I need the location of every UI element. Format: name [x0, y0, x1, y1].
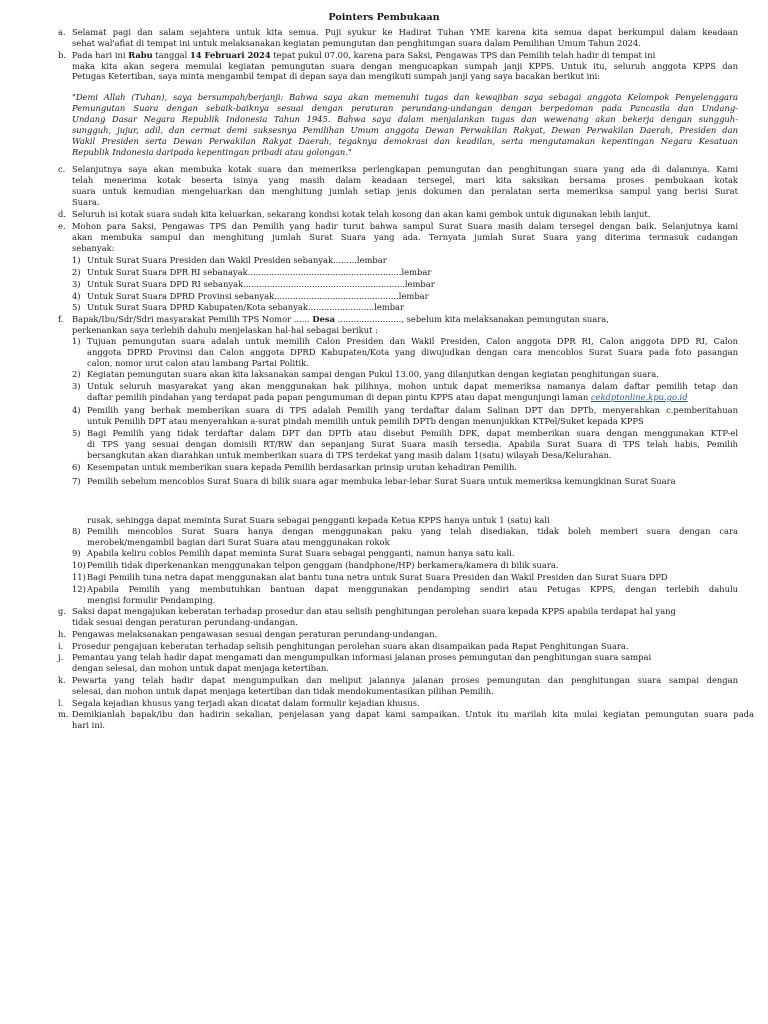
explain-item-12-line-2: mengisi formulir Pendamping.: [87, 595, 216, 605]
paragraph-k-line-2: selesai, dan mohon untuk dapat menjaga ketertiban dan tidak mendokumentasikan pilihan Pemilih.: [72, 686, 494, 696]
paragraph-f-line-1: Bapak/Ibu/Sdr/Sdri masyarakat Pemilih TPS Nomor ...... Desa ........................, sebelum kita melaksanakan pemungutan suara,: [72, 314, 609, 324]
explain-item-num: 3): [72, 381, 81, 391]
explain-item-5-line-2: di TPS yang sesuai dengan domisili RT/RW dan sepanjang Surat Suara masih tersedia. Apabila Surat Suara di TPS telah habis, Pemilih: [87, 439, 738, 449]
explain-item-4-line-2: untuk Pemilih DPT atau menyerahkan a-surat pindah memilih untuk pemilih DPTb dengan menunjukkan KTPel/Suket kepada KPPS: [87, 416, 644, 426]
explain-item-11-line-1: Bagi Pemilih tuna netra dapat menggunakan alat bantu tuna netra untuk Surat Suara Presiden dan Wakil Presiden dan Surat Suara DPD: [87, 572, 668, 582]
item-label-k: k.: [58, 675, 66, 685]
oath-line-1: "Demi Allah (Tuhan), saya bersumpah/berjanji: Bahwa saya akan memenuhi tugas dan kewajiban saya sebagai anggota Kelompok Penyelenggara: [72, 92, 738, 102]
item-label-m: m.: [58, 709, 69, 719]
paragraph-f-line-2: perkenankan saya terlebih dahulu menjelaskan hal-hal sebagai berikut :: [72, 325, 378, 335]
date-text: 14 Februari 2024: [189, 50, 271, 60]
ballot-count-dpd: Untuk Surat Suara DPD RI sebanyak.............................................................lembar: [87, 279, 435, 289]
ballot-count-dprd-kabkota: Untuk Surat Suara DPRD Kabupaten/Kota sebanyak.........................lembar: [87, 302, 405, 312]
paragraph-l-line-1: Segala kejadian khusus yang terjadi akan dicatat dalam formulir kejadian khusus.: [72, 698, 420, 708]
paragraph-e-line-1: Mohon para Saksi, Pengawas TPS dan Pemilih yang hadir turut bahwa sampul Surat Suara masih dalam tersegel dengan baik. Selanjutnya kami: [72, 221, 738, 231]
explain-item-10-line-1: Pemilih tidak diperkenankan menggunakan telpon genggam (handphone/HP) berkamera/kamera di bilik suara.: [87, 560, 559, 570]
ballot-count-num: 5): [72, 302, 81, 312]
item-label-c: c.: [58, 164, 66, 174]
item-label-g: g.: [58, 606, 66, 616]
paragraph-a-line-1: Selamat pagi dan salam sejahtera untuk kita semua. Puji syukur ke Hadirat Tuhan YME karena kita semua dapat berkumpul dalam keadaan: [72, 27, 738, 37]
explain-item-num: 7): [72, 476, 81, 486]
item-label-d: d.: [58, 209, 66, 219]
oath-line-3: Undang Dasar Negara Republik Indonesia Tahun 1945. Bahwa saya dalam menjalankan tugas dan wewenang akan bekerja dengan sungguh-: [72, 114, 738, 124]
explain-item-6-line-1: Kesempatan untuk memberikan suara kepada Pemilih berdasarkan prinsip urutan kehadiran Pemilih.: [87, 462, 518, 472]
oath-line-6: Republik Indonesia daripada kepentingan pribadi atau golongan.": [72, 147, 352, 157]
explain-item-7-line-1: Pemilih sebelum mencoblos Surat Suara di bilik suara agar membuka lebar-lebar Surat Suara untuk memeriksa kemungkinan Surat Suara: [87, 476, 676, 486]
paragraph-d-line-1: Seluruh isi kotak suara sudah kita keluarkan, sekarang kondisi kotak telah kosong dan akan kami gembok untuk digunakan lebih lanjut.: [72, 209, 651, 219]
item-label-e: e.: [58, 221, 66, 231]
item-label-l: l.: [58, 698, 64, 708]
item-label-f: f.: [58, 314, 64, 324]
explain-item-8-line-2: merobek/mengambil bagian dari Surat Suara atau menggunakan rokok: [87, 537, 390, 547]
explain-item-1-line-2: anggota DPRD Provinsi dan Calon anggota DPRD Kabupaten/Kota yang diwujudkan dengan cara mencoblos Surat Suara pada foto pasangan: [87, 347, 738, 357]
explain-item-9-line-1: Apabila keliru coblos Pemilih dapat meminta Surat Suara sebagai pengganti, namun hanya satu kali.: [87, 548, 515, 558]
explain-item-num: 4): [72, 405, 81, 415]
explain-item-3-line-1: Untuk seluruh masyarakat yang akan menggunakan hak pilihnya, mohon untuk dapat memeriksa namanya dalam daftar pemilih tetap dan: [87, 381, 738, 391]
explain-item-4-line-1: Pemilih yang berhak memberikan suara di TPS adalah Pemilih yang terdaftar dalam Salinan DPT dan DPTb, menyerahkan c.pemberitahuan: [87, 405, 738, 415]
paragraph-c-line-2: telah menerima kotak beserta isinya yang masih dalam keadaan tersegel, mari kita saksikan bersama proses pembukaan kotak: [72, 175, 738, 185]
item-label-a: a.: [58, 27, 66, 37]
paragraph-c-line-1: Selanjutnya saya akan membuka kotak suara dan memeriksa perlengkapan pemungutan dan penghitungan suara yang ada di dalamnya. Kami: [72, 164, 738, 174]
paragraph-i-line-1: Prosedur pengajuan keberatan terhadap selisih penghitungan perolehan suara akan disampaikan pada Rapat Penghitungan Suara.: [72, 641, 629, 651]
paragraph-e-line-3: sebanyak:: [72, 243, 115, 253]
oath-line-2: Pemungutan Suara dengan sebaik-baiknya sesuai dengan peraturan perundang-undangan dengan berpedoman pada Pancasila dan Undang-: [72, 103, 738, 113]
explain-item-7-line-2: rusak, sehingga dapat meminta Surat Suara sebagai pengganti kepada Ketua KPPS hanya untuk 1 (satu) kali: [87, 515, 550, 525]
explain-item-1-line-1: Tujuan pemungutan suara adalah untuk memilih Calon Presiden dan Wakil Presiden, Calon anggota DPR RI, Calon anggota DPD RI, Calon: [87, 336, 738, 346]
paragraph-j-line-1: Pemantau yang telah hadir dapat mengamati dan mengumpulkan informasi jalanan proses pemungutan dan penghitungan suara sampai: [72, 652, 652, 662]
document-title: Pointers Pembukaan: [328, 12, 440, 23]
explain-item-num: 9): [72, 548, 81, 558]
paragraph-b-line-2: maka kita akan segera memulai kegiatan pemungutan suara dengan mengucapkan sumpah janji KPPS. Untuk itu, seluruh anggota KPPS dan: [72, 61, 738, 71]
paragraph-m-line-2: hari ini.: [72, 720, 106, 730]
paragraph-c-line-4: Suara.: [72, 197, 100, 207]
ballot-count-dpr: Untuk Surat Suara DPR RI sebanayak..........................................................lembar: [87, 267, 432, 277]
explain-item-8-line-1: Pemilih mencoblos Surat Suara hanya dengan menggunakan paku yang telah disediakan, tidak boleh memberi suara dengan cara: [87, 526, 738, 536]
explain-item-12-line-1: Apabila Pemilih yang membutuhkan bantuan dapat menggunakan pendamping sendiri atau Petugas KPPS, dengan terlebih dahulu: [87, 584, 738, 594]
paragraph-m-line-1: Demikianlah bapak/ibu dan hadirin sekalian, penjelasan yang dapat kami sampaikan. Untuk itu marilah kita mulai kegiatan pemungutan suara pada: [72, 709, 754, 719]
paragraph-k-line-1: Pewarta yang telah hadir dapat mengumpulkan dan meliput jalannya jalanan proses pemungutan dan penghitungan suara sampai dengan: [72, 675, 738, 685]
explain-item-3-line-2: daftar pemilih pindahan yang terdapat pada papan pengumuman di depan pintu KPPS atau dapat mengunjungi laman cekdptonline.kpu.go.id: [87, 392, 688, 402]
explain-item-num: 12): [72, 584, 86, 594]
paragraph-j-line-2: dengan selesai, dan mohon untuk dapat menjaga ketertiban.: [72, 663, 329, 673]
oath-line-4: sungguh, jujur, adil, dan cermat demi suksesnya Pemilihan Umum anggota Dewan Perwakilan Rakyat, Dewan Perwakilan Daerah, Presiden dan: [72, 125, 738, 135]
paragraph-h-line-1: Pengawas melaksanakan pengawasan sesuai dengan peraturan perundang-undangan.: [72, 629, 438, 639]
day-text: Rabu: [128, 50, 153, 60]
paragraph-g-line-1: Saksi dapat mengajukan keberatan terhadap prosedur dan atau selisih penghitungan perolehan suara kepada KPPS apabila terdapat hal yang: [72, 606, 676, 616]
ballot-count-num: 1): [72, 255, 81, 265]
desa-text: Desa: [312, 314, 335, 324]
paragraph-a-line-2: sehat wal'afiat di tempat ini untuk melaksanakan kegiatan pemungutan dan penghitungan suara dalam Pemilihan Umum Tahun 2024.: [72, 38, 641, 48]
item-label-i: i.: [58, 641, 64, 651]
item-label-j: j.: [58, 652, 64, 662]
explain-item-1-line-3: calon, nomor urut calon atau lambang Partai Politik.: [87, 358, 309, 368]
paragraph-c-line-3: suara untuk kemudian mengeluarkan dan menghitung jumlah setiap jenis dokumen dan peralatan serta memeriksa sampul yang berisi Surat: [72, 186, 738, 196]
ballot-count-dprd-provinsi: Untuk Surat Suara DPRD Provinsi sebanyak...............................................lembar: [87, 291, 429, 301]
item-label-b: b.: [58, 50, 66, 60]
explain-item-num: 6): [72, 462, 81, 472]
cekdpt-link[interactable]: cekdptonline.kpu.go.id: [590, 392, 688, 402]
explain-item-num: 11): [72, 572, 86, 582]
paragraph-e-line-2: akan membuka sampul dan menghitung jumlah Surat Suara yang ada. Ternyata jumlah Surat Suara yang diterima termasuk cadangan: [72, 232, 738, 242]
explain-item-num: 1): [72, 336, 81, 346]
item-label-h: h.: [58, 629, 67, 639]
explain-item-5-line-3: bersangkutan akan diarahkan untuk memberikan suara di TPS terdekat yang masih dalam 1(satu) wilayah Desa/Kelurahan.: [87, 450, 612, 460]
paragraph-b-line-1: Pada hari ini Rabu tanggal 14 Februari 2024 tepat pukul 07.00, karena para Saksi, Pengawas TPS dan Pemilih telah hadir di tempat ini: [72, 50, 656, 60]
paragraph-b-line-3: Petugas Ketertiban, saya minta mengambil tempat di depan saya dan mengikuti sumpah janji yang saya bacakan berikut ini:: [72, 71, 601, 81]
explain-item-5-line-1: Bagi Pemilih yang tidak terdaftar dalam DPT dan DPTb atau disebut Pemilih DPK, dapat memberikan suara dengan menggunakan KTP-el: [87, 428, 738, 438]
explain-item-2-line-1: Kegiatan pemungutan suara akan kita laksanakan sampai dengan Pukul 13.00, yang dilanjutkan dengan kegiatan penghitungan suara.: [87, 369, 659, 379]
paragraph-g-line-2: tidak sesuai dengan peraturan perundang-undangan.: [72, 617, 298, 627]
oath-line-5: Wakil Presiden serta Dewan Perwakilan Rakyat Daerah, tegaknya demokrasi dan keadilan, serta mengutamakan kepentingan Negara Kesatuan: [72, 136, 738, 146]
ballot-count-num: 3): [72, 279, 81, 289]
explain-item-num: 10): [72, 560, 86, 570]
explain-item-num: 8): [72, 526, 81, 536]
ballot-count-num: 2): [72, 267, 81, 277]
explain-item-num: 2): [72, 369, 81, 379]
explain-item-num: 5): [72, 428, 81, 438]
ballot-count-num: 4): [72, 291, 81, 301]
ballot-count-presiden: Untuk Surat Suara Presiden dan Wakil Presiden sebanyak.........lembar: [87, 255, 387, 265]
